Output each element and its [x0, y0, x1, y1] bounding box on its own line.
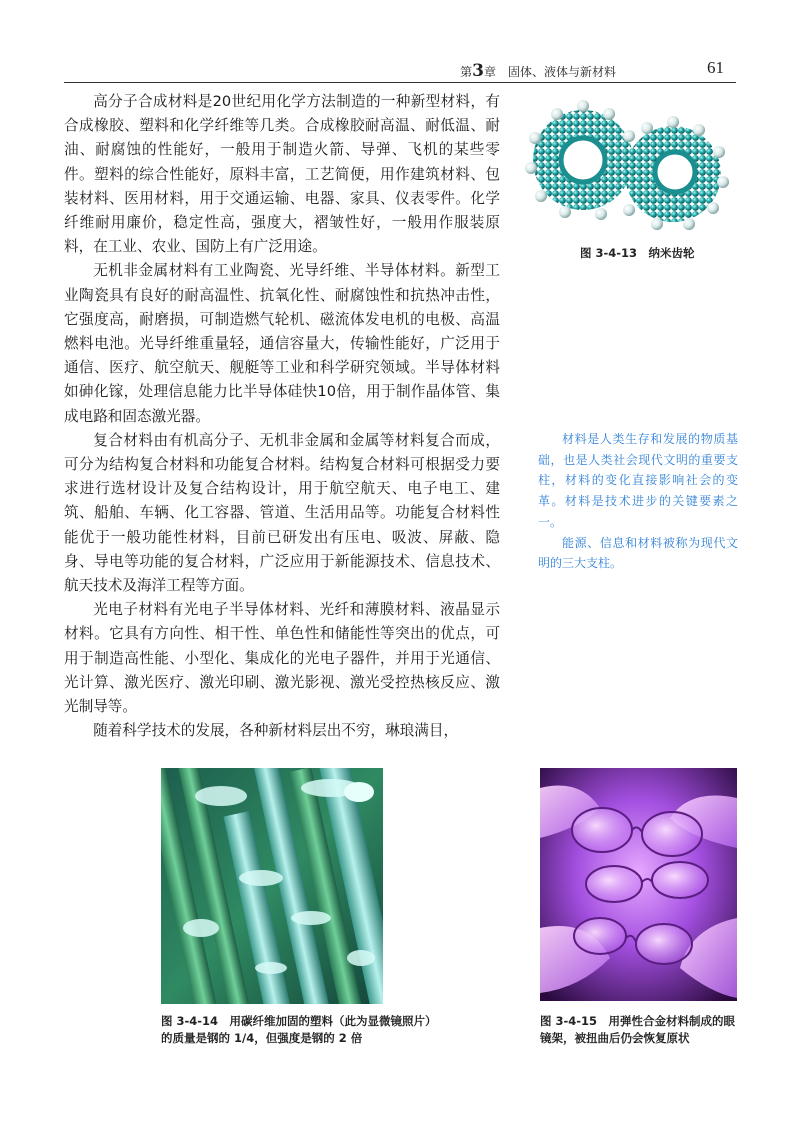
paragraph-composite: 复合材料由有机高分子、无机非金属和金属等材料复合而成，可分为结构复合材料和功能复合材料。结构复合材料可根据受力要求进行选材设计及复合结构设计，用于航空航天、电子电工、建筑、船舶、车辆、化工容器、管道、生活用品等。功能复合材料性能优于一般功能性材料，目前已研发出有压电、吸波、屏蔽、隐身、导电等功能的复合材料，广泛应用于新能源技术、信息技术、航天技术及海洋工程等方面。 — [64, 431, 500, 595]
figure-13-caption: 图 3-4-13 纳米齿轮 — [580, 246, 695, 260]
margin-note — [538, 429, 738, 574]
page-header — [64, 58, 736, 83]
figure-15-caption: 图 3-4-15 用弹性合金材料制成的眼镜架，被扭曲后仍会恢复原状 — [540, 1014, 736, 1045]
paragraph-inorganic: 无机非金属材料有工业陶瓷、光导纤维、半导体材料。新型工业陶瓷具有良好的耐高温性、抗氧化性、耐腐蚀性和抗热冲击性，它强度高，耐磨损，可制造燃气轮机、磁流体发电机的电极、高温燃料电池。光导纤维重量轻，通信容量大，传输性能好，广泛用于通信、医疗、航空航天、舰艇等工业和科学研究领域。半导体材料如砷化镓，处理信息能力比半导体硅快10倍，用于制作晶体管、集成电路和固态激光器。 — [64, 262, 500, 425]
carbon-fiber-micrograph — [161, 768, 383, 1004]
main-text — [64, 90, 500, 743]
note-paragraph-2: 能源、信息和材料被称为现代文明的三大支柱。 — [538, 535, 738, 571]
nano-gear-image — [517, 92, 735, 232]
paragraph-conclusion: 随着科学技术的发展，各种新材料层出不穷，琳琅满目， — [93, 722, 459, 740]
page-number: 61 — [707, 58, 724, 77]
note-paragraph-1: 材料是人类生存和发展的物质基础，也是人类社会现代文明的重要支柱，材料的变化直接影响社会的变革。材料是技术进步的关键要素之一。 — [538, 432, 738, 529]
paragraph-polymer: 高分子合成材料是20世纪用化学方法制造的一种新型材料，有合成橡胶、塑料和化学纤维等几类。合成橡胶耐高温、耐低温、耐油、耐腐蚀的性能好，一般用于制造火箭、导弹、飞机的某些零件。塑料的综合性能好，原料丰富，工艺简便，用作建筑材料、包装材料、医用材料，用于交通运输、电器、家具、仪表零件。化学纤维耐用廉价，稳定性高，强度大，褶皱性好，一般用作服装原料，在工业、农业、国防上有广泛用途。 — [64, 93, 500, 256]
chapter-heading: 第3章 固体、液体与新材料 — [460, 61, 616, 81]
elastic-glasses-photo — [540, 768, 737, 1001]
figure-14-caption: 图 3-4-14 用碳纤维加固的塑料（此为显微镜照片）的质量是钢的 1/4，但强度是钢的 2 倍 — [161, 1014, 431, 1045]
paragraph-optoelectronic: 光电子材料有光电子半导体材料、光纤和薄膜材料、液晶显示材料。它具有方向性、相干性、单色性和储能性等突出的优点，可用于制造高性能、小型化、集成化的光电子器件，并用于光通信、光计算、激光医疗、激光印刷、激光影视、激光受控热核反应、激光制导等。 — [64, 601, 500, 716]
